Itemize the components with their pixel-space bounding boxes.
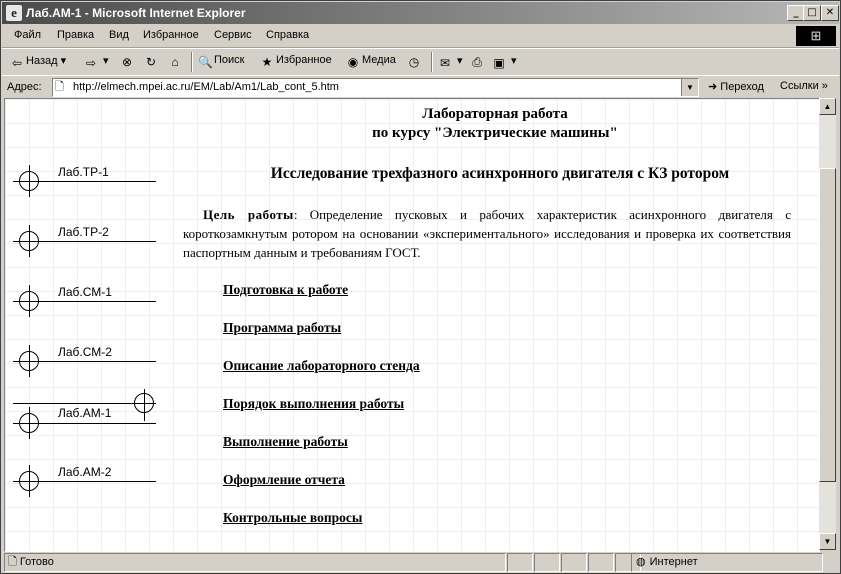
home-button[interactable] <box>168 54 184 69</box>
go-arrow-icon: ➜ <box>708 81 718 93</box>
scroll-down-icon[interactable]: ▼ <box>819 533 836 550</box>
toc-link-preparation[interactable]: Подготовка к работе <box>223 282 349 297</box>
toc-link-questions[interactable]: Контрольные вопросы <box>223 510 363 525</box>
address-url: http://elmech.mpei.ac.ru/EM/Lab/Am1/Lab_cont_5.htm <box>73 81 339 93</box>
minimize-button[interactable]: _ <box>787 5 805 21</box>
status-cell-empty <box>561 553 587 572</box>
page-content <box>4 98 820 552</box>
page-icon: 🗋 <box>55 81 64 93</box>
menu-edit[interactable]: Правка <box>57 29 95 41</box>
address-bar <box>2 75 839 98</box>
sidebar-item-label: Лаб.ТР-2 <box>58 225 109 239</box>
zone-label: Интернет <box>649 556 698 568</box>
back-arrow-icon: ⇦ <box>11 56 23 70</box>
window-title: Лаб.АМ-1 - Microsoft Internet Explorer <box>26 6 246 20</box>
menu-favorites[interactable]: Избранное <box>143 29 199 41</box>
page-title-line1: Лабораторная работа <box>422 106 568 122</box>
toc-link-report[interactable]: Оформление отчета <box>223 472 345 487</box>
mail-button[interactable]: ✉ ▾ <box>439 55 463 70</box>
refresh-icon: ↻ <box>145 55 157 69</box>
goal-text: : Определение пусковых и рабочих характеристик асинхронного двигателя с короткозамкнутым ротором на основании «экспериментального» исследования и проверка их соответствия паспортным данным и требованиям ГОСТ. <box>183 207 791 260</box>
media-label: Медиа <box>362 54 396 66</box>
sidebar-item-label: Лаб.СМ-2 <box>58 345 112 359</box>
history-button[interactable] <box>407 54 423 69</box>
links-button[interactable]: Ссылки » <box>780 80 828 92</box>
crosshair-icon <box>19 171 39 191</box>
windows-logo-icon: ⊞ <box>796 26 836 46</box>
toc-link-execution[interactable]: Выполнение работы <box>223 434 348 449</box>
zone-cell <box>631 553 823 572</box>
sidebar-item-label: Лаб.АМ-1 <box>58 406 112 420</box>
forward-arrow-icon: ⇨ <box>85 56 97 70</box>
sidebar-item-label: Лаб.ТР-1 <box>58 165 109 179</box>
page-done-icon: 🗋 <box>8 556 17 568</box>
status-cell-empty <box>588 553 614 572</box>
go-button[interactable] <box>708 80 764 93</box>
edit-icon: ▣ <box>493 56 505 70</box>
address-label: Адрес: <box>7 81 42 93</box>
home-icon: ⌂ <box>171 55 179 69</box>
stop-button[interactable] <box>120 54 136 69</box>
vertical-scrollbar[interactable] <box>819 98 836 550</box>
sidebar-item-sm1[interactable] <box>5 281 165 321</box>
scroll-thumb[interactable] <box>819 168 836 482</box>
ie-logo-icon: e <box>6 5 22 21</box>
sidebar-item-sm2[interactable] <box>5 341 165 381</box>
forward-button[interactable]: ⇨ ▾ <box>85 55 109 70</box>
favorites-icon: ★ <box>261 55 273 69</box>
sidebar-item-am1-active[interactable] <box>5 397 165 443</box>
search-label: Поиск <box>214 54 245 66</box>
status-cell-empty <box>507 553 533 572</box>
crosshair-icon <box>19 413 39 433</box>
status-bar <box>2 551 839 573</box>
goal-paragraph <box>183 205 791 262</box>
crosshair-icon <box>19 471 39 491</box>
menu-file[interactable]: Файл <box>14 29 42 41</box>
refresh-button[interactable] <box>144 54 160 69</box>
crosshair-icon <box>19 231 39 251</box>
sidebar-item-tr2[interactable] <box>5 221 165 261</box>
title-bar <box>2 2 839 24</box>
address-dropdown-button[interactable]: ▼ <box>681 79 698 96</box>
crosshair-icon <box>19 291 39 311</box>
back-label: Назад <box>26 55 58 67</box>
menu-bar <box>2 25 839 48</box>
sidebar-item-am2[interactable] <box>5 461 165 501</box>
links-label: Ссылки <box>780 80 819 92</box>
page-title-line2: по курсу "Электрические машины" <box>372 125 618 141</box>
goal-label: Цель работы <box>203 207 294 222</box>
internet-globe-icon: ◍ <box>636 556 646 568</box>
menu-tools[interactable]: Сервис <box>214 29 252 41</box>
toc-link-stand-description[interactable]: Описание лабораторного стенда <box>223 358 420 373</box>
crosshair-icon <box>19 351 39 371</box>
crosshair-icon <box>134 393 154 413</box>
page-subtitle: Исследование трехфазного асинхронного двигателя с КЗ ротором <box>270 165 730 182</box>
print-button[interactable] <box>470 54 486 69</box>
standard-toolbar <box>2 48 839 76</box>
menu-view[interactable]: Вид <box>109 29 129 41</box>
maximize-button[interactable]: □ <box>803 5 821 21</box>
search-button[interactable] <box>198 54 244 69</box>
favorites-label: Избранное <box>276 54 332 66</box>
history-icon: ◷ <box>408 55 420 69</box>
edit-button[interactable]: ▣ ▾ <box>493 55 517 70</box>
media-icon: ◉ <box>347 55 359 69</box>
sidebar-item-label: Лаб.АМ-2 <box>58 465 112 479</box>
favorites-button[interactable] <box>260 54 332 69</box>
sidebar-item-label: Лаб.СМ-1 <box>58 285 112 299</box>
back-button[interactable]: ⇦ Назад ▾ <box>11 55 67 70</box>
go-label: Переход <box>720 81 764 93</box>
status-cell-empty <box>534 553 560 572</box>
status-text: Готово <box>19 556 54 568</box>
sidebar-item-tr1[interactable] <box>5 161 165 201</box>
status-text-cell <box>4 553 506 572</box>
print-icon: ⎙ <box>472 55 482 69</box>
media-button[interactable] <box>346 54 396 69</box>
toc-link-procedure[interactable]: Порядок выполнения работы <box>223 396 405 411</box>
scroll-up-icon[interactable]: ▲ <box>819 98 836 115</box>
address-input[interactable] <box>52 78 699 97</box>
toc-link-program[interactable]: Программа работы <box>223 320 342 335</box>
menu-help[interactable]: Справка <box>266 29 310 41</box>
close-button[interactable]: ✕ <box>821 5 839 21</box>
search-icon: 🔍 <box>198 55 213 69</box>
stop-icon: ⊗ <box>121 55 133 69</box>
mail-icon: ✉ <box>439 56 451 70</box>
